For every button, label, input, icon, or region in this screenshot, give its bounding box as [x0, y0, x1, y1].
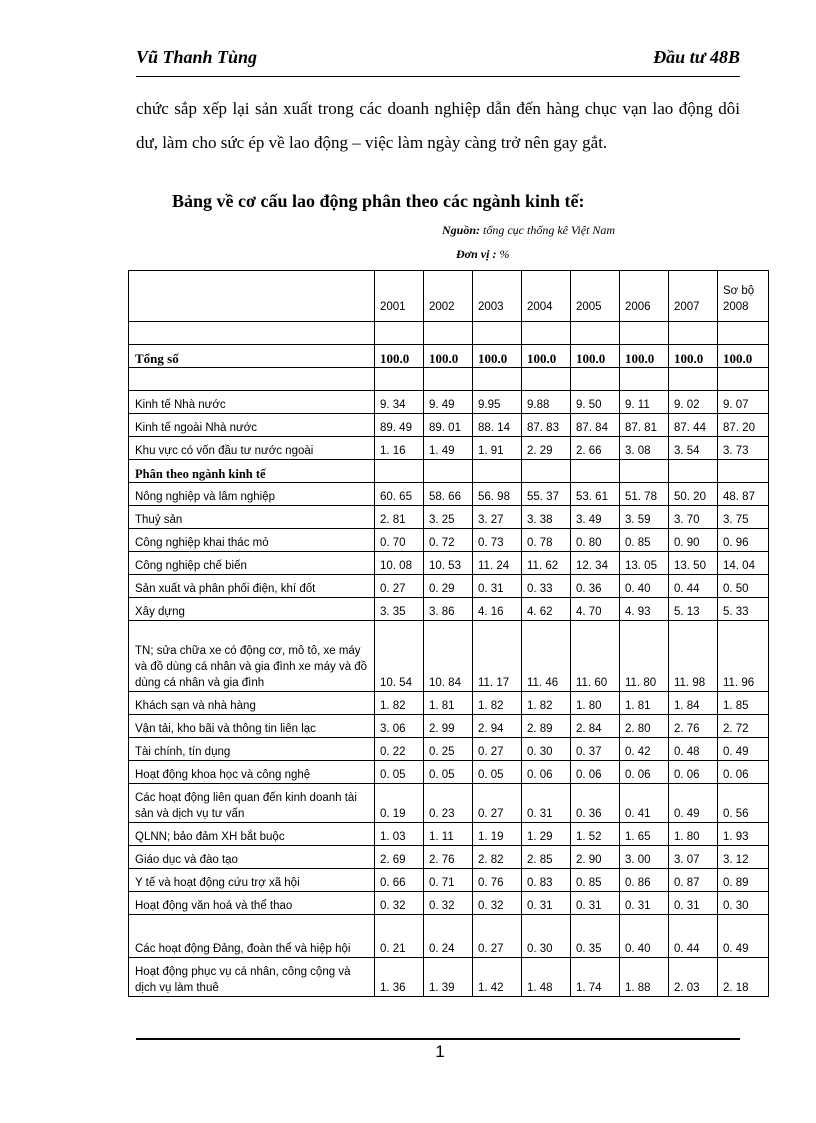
value-cell: 56. 98 — [473, 483, 522, 506]
value-cell: 100.0 — [669, 345, 718, 368]
labor-structure-table — [128, 270, 769, 997]
value-cell: 11. 46 — [522, 621, 571, 692]
value-cell: 87. 20 — [718, 414, 769, 437]
value-cell: 0. 05 — [375, 761, 424, 784]
value-cell: 1. 81 — [424, 692, 473, 715]
value-cell: 5. 13 — [669, 598, 718, 621]
value-cell: 9. 50 — [571, 391, 620, 414]
value-cell: 0. 49 — [718, 738, 769, 761]
value-cell: 0. 87 — [669, 869, 718, 892]
row-label: Tài chính, tín dụng — [129, 738, 375, 761]
unit-label: Đơn vị : — [456, 247, 497, 261]
value-cell: 60. 65 — [375, 483, 424, 506]
value-cell: 1. 48 — [522, 958, 571, 997]
value-cell: 2. 76 — [669, 715, 718, 738]
empty-cell — [473, 368, 522, 391]
value-cell: 1. 82 — [473, 692, 522, 715]
value-cell: 0. 86 — [620, 869, 669, 892]
value-cell: 9. 49 — [424, 391, 473, 414]
value-cell: 0. 49 — [669, 784, 718, 823]
value-cell: 0. 49 — [718, 915, 769, 958]
empty-cell — [718, 460, 769, 483]
value-cell: 0. 30 — [718, 892, 769, 915]
empty-cell — [669, 460, 718, 483]
value-cell: 9. 11 — [620, 391, 669, 414]
table-row — [129, 692, 769, 715]
value-cell: 0. 35 — [571, 915, 620, 958]
table-row — [129, 552, 769, 575]
row-label: QLNN; bảo đảm XH bắt buộc — [129, 823, 375, 846]
row-label: Thuỷ sản — [129, 506, 375, 529]
value-cell: 0. 31 — [522, 784, 571, 823]
value-cell: 3. 08 — [620, 437, 669, 460]
table-row — [129, 892, 769, 915]
table-row — [129, 506, 769, 529]
value-cell: 58. 66 — [424, 483, 473, 506]
value-cell: 0. 31 — [620, 892, 669, 915]
empty-cell — [620, 368, 669, 391]
row-label: Công nghiệp khai thác mỏ — [129, 529, 375, 552]
table-row — [129, 846, 769, 869]
value-cell: 2. 94 — [473, 715, 522, 738]
value-cell: 0. 05 — [424, 761, 473, 784]
empty-cell — [129, 368, 375, 391]
value-cell: 0. 40 — [620, 915, 669, 958]
value-cell: 10. 53 — [424, 552, 473, 575]
value-cell: 0. 78 — [522, 529, 571, 552]
value-cell: 0. 22 — [375, 738, 424, 761]
year-header: 2002 — [424, 271, 473, 322]
value-cell: 48. 87 — [718, 483, 769, 506]
value-cell: 0. 06 — [620, 761, 669, 784]
value-cell: 9.88 — [522, 391, 571, 414]
value-cell: 2. 03 — [669, 958, 718, 997]
row-label: Các hoạt động Đảng, đoàn thể và hiệp hội — [129, 915, 375, 958]
empty-cell — [129, 322, 375, 345]
value-cell: 3. 75 — [718, 506, 769, 529]
value-cell: 10. 84 — [424, 621, 473, 692]
value-cell: 100.0 — [620, 345, 669, 368]
value-cell: 1. 82 — [522, 692, 571, 715]
row-label: Sản xuất và phân phối điện, khí đốt — [129, 575, 375, 598]
value-cell: 0. 19 — [375, 784, 424, 823]
table-row — [129, 784, 769, 823]
value-cell: 0. 31 — [669, 892, 718, 915]
row-label: Tổng số — [129, 345, 375, 368]
value-cell: 1. 80 — [571, 692, 620, 715]
value-cell: 11. 60 — [571, 621, 620, 692]
row-label: Hoạt động phục vụ cá nhân, công cộng và dịch vụ làm thuê — [129, 958, 375, 997]
value-cell: 0. 32 — [424, 892, 473, 915]
value-cell: 100.0 — [375, 345, 424, 368]
value-cell: 2. 90 — [571, 846, 620, 869]
value-cell: 2. 81 — [375, 506, 424, 529]
section-label: Phân theo ngành kinh tế — [129, 460, 375, 483]
value-cell: 0. 27 — [375, 575, 424, 598]
year-header: 2007 — [669, 271, 718, 322]
source-value: tổng cục thống kê Việt Nam — [483, 223, 616, 237]
value-cell: 3. 00 — [620, 846, 669, 869]
value-cell: 2. 82 — [473, 846, 522, 869]
value-cell: 0. 41 — [620, 784, 669, 823]
value-cell: 1. 65 — [620, 823, 669, 846]
value-cell: 0. 40 — [620, 575, 669, 598]
header-label-cell — [129, 271, 375, 322]
value-cell: 3. 54 — [669, 437, 718, 460]
value-cell: 9. 02 — [669, 391, 718, 414]
empty-cell — [424, 322, 473, 345]
value-cell: 0. 29 — [424, 575, 473, 598]
year-header: 2001 — [375, 271, 424, 322]
value-cell: 1. 84 — [669, 692, 718, 715]
value-cell: 4. 70 — [571, 598, 620, 621]
value-cell: 0. 66 — [375, 869, 424, 892]
value-cell: 0. 36 — [571, 784, 620, 823]
row-label: Y tế và hoạt động cứu trợ xã hội — [129, 869, 375, 892]
value-cell: 11. 98 — [669, 621, 718, 692]
empty-cell — [522, 368, 571, 391]
value-cell: 0. 80 — [571, 529, 620, 552]
row-label: Kinh tế Nhà nước — [129, 391, 375, 414]
row-label: Giáo dục và đào tạo — [129, 846, 375, 869]
value-cell: 0. 06 — [522, 761, 571, 784]
value-cell: 0. 23 — [424, 784, 473, 823]
section-row — [129, 460, 769, 483]
empty-cell — [718, 322, 769, 345]
value-cell: 2. 84 — [571, 715, 620, 738]
empty-cell — [620, 460, 669, 483]
row-label: Công nghiệp chế biến — [129, 552, 375, 575]
row-label: Kinh tế ngoài Nhà nước — [129, 414, 375, 437]
value-cell: 5. 33 — [718, 598, 769, 621]
table-row — [129, 761, 769, 784]
unit-value: % — [499, 247, 510, 261]
value-cell: 3. 73 — [718, 437, 769, 460]
header-author: Vũ Thanh Tùng — [136, 47, 258, 67]
empty-cell — [424, 460, 473, 483]
table-unit — [456, 247, 509, 262]
value-cell: 0. 48 — [669, 738, 718, 761]
value-cell: 87. 81 — [620, 414, 669, 437]
row-label: TN; sửa chữa xe có động cơ, mô tô, xe máy và đồ dùng cá nhân và gia đình xe máy và đồ dùng cá nhân và gia đình — [129, 621, 375, 692]
value-cell: 9. 07 — [718, 391, 769, 414]
value-cell: 1. 42 — [473, 958, 522, 997]
table-source — [442, 223, 615, 238]
value-cell: 9.95 — [473, 391, 522, 414]
year-header: 2006 — [620, 271, 669, 322]
value-cell: 10. 54 — [375, 621, 424, 692]
row-label: Vận tải, kho bãi và thông tin liên lạc — [129, 715, 375, 738]
value-cell: 2. 76 — [424, 846, 473, 869]
year-header: Sơ bộ 2008 — [718, 271, 769, 322]
empty-cell — [375, 368, 424, 391]
table-row — [129, 414, 769, 437]
value-cell: 3. 25 — [424, 506, 473, 529]
value-cell: 2. 99 — [424, 715, 473, 738]
value-cell: 3. 86 — [424, 598, 473, 621]
value-cell: 87. 83 — [522, 414, 571, 437]
value-cell: 3. 06 — [375, 715, 424, 738]
table-row — [129, 483, 769, 506]
empty-cell — [375, 460, 424, 483]
table-row — [129, 823, 769, 846]
empty-cell — [571, 322, 620, 345]
value-cell: 3. 59 — [620, 506, 669, 529]
value-cell: 100.0 — [571, 345, 620, 368]
row-label: Khách sạn và nhà hàng — [129, 692, 375, 715]
spacer-row — [129, 368, 769, 391]
value-cell: 11. 96 — [718, 621, 769, 692]
table-row — [129, 391, 769, 414]
value-cell: 2. 66 — [571, 437, 620, 460]
value-cell: 0. 31 — [473, 575, 522, 598]
page-header — [136, 47, 740, 71]
value-cell: 0. 32 — [375, 892, 424, 915]
value-cell: 88. 14 — [473, 414, 522, 437]
value-cell: 0. 27 — [473, 738, 522, 761]
value-cell: 0. 72 — [424, 529, 473, 552]
value-cell: 0. 05 — [473, 761, 522, 784]
value-cell: 11. 24 — [473, 552, 522, 575]
value-cell: 0. 30 — [522, 738, 571, 761]
empty-cell — [473, 322, 522, 345]
value-cell: 0. 25 — [424, 738, 473, 761]
value-cell: 87. 44 — [669, 414, 718, 437]
empty-cell — [375, 322, 424, 345]
header-row — [129, 271, 769, 322]
value-cell: 89. 01 — [424, 414, 473, 437]
row-label: Hoạt động khoa học và công nghệ — [129, 761, 375, 784]
value-cell: 0. 31 — [522, 892, 571, 915]
value-cell: 13. 05 — [620, 552, 669, 575]
value-cell: 100.0 — [473, 345, 522, 368]
table-row — [129, 529, 769, 552]
value-cell: 14. 04 — [718, 552, 769, 575]
value-cell: 1. 82 — [375, 692, 424, 715]
value-cell: 87. 84 — [571, 414, 620, 437]
table-row — [129, 915, 769, 958]
table-title: Bảng về cơ cấu lao động phân theo các ngành kinh tế: — [172, 191, 585, 211]
value-cell: 1. 11 — [424, 823, 473, 846]
value-cell: 0. 06 — [571, 761, 620, 784]
value-cell: 4. 16 — [473, 598, 522, 621]
empty-cell — [669, 368, 718, 391]
footer-rule — [136, 1038, 740, 1040]
row-label: Xây dựng — [129, 598, 375, 621]
empty-cell — [620, 322, 669, 345]
value-cell: 3. 27 — [473, 506, 522, 529]
table-row — [129, 738, 769, 761]
value-cell: 3. 49 — [571, 506, 620, 529]
value-cell: 0. 27 — [473, 784, 522, 823]
spacer-row — [129, 322, 769, 345]
header-class: Đầu tư 48B — [653, 47, 740, 67]
value-cell: 51. 78 — [620, 483, 669, 506]
value-cell: 0. 36 — [571, 575, 620, 598]
value-cell: 0. 89 — [718, 869, 769, 892]
value-cell: 12. 34 — [571, 552, 620, 575]
value-cell: 9. 34 — [375, 391, 424, 414]
value-cell: 50. 20 — [669, 483, 718, 506]
table-row — [129, 869, 769, 892]
total-row — [129, 345, 769, 368]
value-cell: 1. 39 — [424, 958, 473, 997]
value-cell: 0. 73 — [473, 529, 522, 552]
value-cell: 0. 06 — [669, 761, 718, 784]
value-cell: 55. 37 — [522, 483, 571, 506]
value-cell: 0. 56 — [718, 784, 769, 823]
value-cell: 0. 37 — [571, 738, 620, 761]
value-cell: 3. 12 — [718, 846, 769, 869]
value-cell: 1. 80 — [669, 823, 718, 846]
value-cell: 1. 85 — [718, 692, 769, 715]
value-cell: 2. 69 — [375, 846, 424, 869]
intro-paragraph: chức sắp xếp lại sản xuất trong các doanh nghiệp dẫn đến hàng chục vạn lao động dôi dư, làm cho sức ép về lao động – việc làm ngày càng trở nên gay gắt. — [136, 99, 740, 152]
value-cell: 4. 93 — [620, 598, 669, 621]
value-cell: 2. 29 — [522, 437, 571, 460]
table-row — [129, 437, 769, 460]
year-header: 2005 — [571, 271, 620, 322]
value-cell: 0. 32 — [473, 892, 522, 915]
value-cell: 0. 85 — [620, 529, 669, 552]
value-cell: 11. 62 — [522, 552, 571, 575]
value-cell: 3. 70 — [669, 506, 718, 529]
empty-cell — [571, 460, 620, 483]
value-cell: 0. 06 — [718, 761, 769, 784]
row-label: Nông nghiệp và lâm nghiệp — [129, 483, 375, 506]
value-cell: 53. 61 — [571, 483, 620, 506]
value-cell: 100.0 — [522, 345, 571, 368]
row-label: Hoạt động văn hoá và thể thao — [129, 892, 375, 915]
page-number: 1 — [435, 1042, 445, 1061]
value-cell: 3. 07 — [669, 846, 718, 869]
year-header: 2004 — [522, 271, 571, 322]
table-row — [129, 598, 769, 621]
value-cell: 2. 72 — [718, 715, 769, 738]
empty-cell — [522, 460, 571, 483]
empty-cell — [718, 368, 769, 391]
table-row — [129, 575, 769, 598]
empty-cell — [522, 322, 571, 345]
value-cell: 0. 83 — [522, 869, 571, 892]
value-cell: 3. 35 — [375, 598, 424, 621]
value-cell: 0. 96 — [718, 529, 769, 552]
value-cell: 0. 21 — [375, 915, 424, 958]
value-cell: 1. 49 — [424, 437, 473, 460]
value-cell: 1. 74 — [571, 958, 620, 997]
table-row — [129, 715, 769, 738]
value-cell: 0. 90 — [669, 529, 718, 552]
value-cell: 0. 27 — [473, 915, 522, 958]
value-cell: 4. 62 — [522, 598, 571, 621]
value-cell: 0. 70 — [375, 529, 424, 552]
value-cell: 100.0 — [718, 345, 769, 368]
value-cell: 100.0 — [424, 345, 473, 368]
value-cell: 11. 80 — [620, 621, 669, 692]
value-cell: 1. 52 — [571, 823, 620, 846]
value-cell: 0. 71 — [424, 869, 473, 892]
empty-cell — [571, 368, 620, 391]
value-cell: 0. 33 — [522, 575, 571, 598]
empty-cell — [473, 460, 522, 483]
value-cell: 13. 50 — [669, 552, 718, 575]
value-cell: 0. 30 — [522, 915, 571, 958]
value-cell: 2. 85 — [522, 846, 571, 869]
header-rule — [136, 76, 740, 77]
empty-cell — [424, 368, 473, 391]
value-cell: 1. 16 — [375, 437, 424, 460]
value-cell: 1. 91 — [473, 437, 522, 460]
value-cell: 0. 44 — [669, 915, 718, 958]
value-cell: 3. 38 — [522, 506, 571, 529]
value-cell: 0. 85 — [571, 869, 620, 892]
value-cell: 1. 36 — [375, 958, 424, 997]
value-cell: 2. 18 — [718, 958, 769, 997]
value-cell: 2. 80 — [620, 715, 669, 738]
value-cell: 1. 88 — [620, 958, 669, 997]
value-cell: 0. 44 — [669, 575, 718, 598]
value-cell: 1. 29 — [522, 823, 571, 846]
table-row — [129, 621, 769, 692]
empty-cell — [669, 322, 718, 345]
year-header: 2003 — [473, 271, 522, 322]
value-cell: 11. 17 — [473, 621, 522, 692]
value-cell: 1. 19 — [473, 823, 522, 846]
value-cell: 10. 08 — [375, 552, 424, 575]
value-cell: 1. 03 — [375, 823, 424, 846]
row-label: Các hoạt động liên quan đến kinh doanh tài sản và dịch vụ tư vấn — [129, 784, 375, 823]
value-cell: 0. 42 — [620, 738, 669, 761]
value-cell: 89. 49 — [375, 414, 424, 437]
value-cell: 0. 24 — [424, 915, 473, 958]
source-label: Nguồn: — [442, 223, 481, 237]
value-cell: 0. 76 — [473, 869, 522, 892]
value-cell: 2. 89 — [522, 715, 571, 738]
value-cell: 1. 93 — [718, 823, 769, 846]
value-cell: 1. 81 — [620, 692, 669, 715]
row-label: Khu vực có vốn đầu tư nước ngoài — [129, 437, 375, 460]
value-cell: 0. 50 — [718, 575, 769, 598]
table-row — [129, 958, 769, 997]
value-cell: 0. 31 — [571, 892, 620, 915]
